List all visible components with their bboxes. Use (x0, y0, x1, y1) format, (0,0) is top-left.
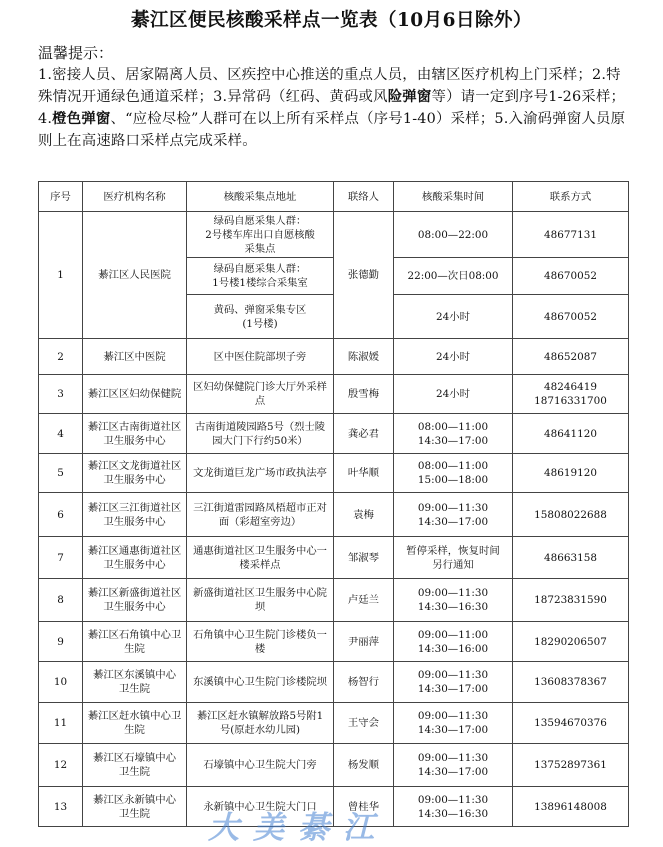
row-time: 24小时 (394, 339, 513, 375)
table-row (39, 622, 629, 662)
row-phone: 48641120 (513, 414, 629, 454)
row-phone: 13896148008 (513, 787, 629, 827)
row-address: 新盛街道社区卫生服务中心院 坝 (187, 579, 334, 622)
row-hospital-name: 綦江区人民医院 (83, 212, 187, 339)
row-address: 綦江区赶水镇解放路5号附1 号(原赶水幼儿园) (187, 703, 334, 744)
row-no: 13 (39, 787, 83, 827)
tips-body (38, 64, 630, 152)
row-address: 通惠街道社区卫生服务中心一 楼采样点 (187, 537, 334, 579)
row-hospital-name: 綦江区赶水镇中心卫 生院 (83, 703, 187, 744)
row-no: 1 (39, 212, 83, 339)
row-time: 09:00—11:30 14:30—17:00 (394, 662, 513, 703)
row-time: 09:00—11:30 14:30—16:30 (394, 787, 513, 827)
row-contact: 邹淑琴 (334, 537, 394, 579)
tips-text: 、“应检尽检”人群可在以上所有采样点（序号1-40）采样；5.入渝码弹窗人员原则上在高速路口采样点完成采样。 (38, 111, 626, 149)
row-address: 三江街道雷园路凤梧超市正对 面（彩超室旁边） (187, 493, 334, 537)
row-hospital-name: 綦江区永新镇中心 卫生院 (83, 787, 187, 827)
row-time: 09:00—11:30 14:30—17:00 (394, 493, 513, 537)
table-row (39, 744, 629, 787)
row-address: 永新镇中心卫生院大门口 (187, 787, 334, 827)
tips-highlight: 险弹窗 (387, 88, 432, 105)
row-phone: 13594670376 (513, 703, 629, 744)
row-address: 石壕镇中心卫生院大门旁 (187, 744, 334, 787)
row-phone: 48670052 (513, 258, 629, 295)
row-time: 暂停采样，恢复时间 另行通知 (394, 537, 513, 579)
row-address: 绿码自愿采集人群： 2号楼车库出口自愿核酸 采集点 (187, 212, 334, 258)
row-address: 黄码、弹窗采集专区 (1号楼) (187, 295, 334, 339)
row-no: 3 (39, 375, 83, 414)
table-row (39, 375, 629, 414)
row-no: 8 (39, 579, 83, 622)
row-phone: 48663158 (513, 537, 629, 579)
table-row (39, 537, 629, 579)
row-no: 2 (39, 339, 83, 375)
row-no: 12 (39, 744, 83, 787)
header-contact: 联络人 (334, 182, 394, 212)
row-address: 区妇幼保健院门诊大厅外采样 点 (187, 375, 334, 414)
row-hospital-name: 綦江区通惠街道社区 卫生服务中心 (83, 537, 187, 579)
row-time: 08:00—11:00 14:30—17:00 (394, 414, 513, 454)
row-hospital-name: 綦江区文龙街道社区 卫生服务中心 (83, 454, 187, 493)
row-contact: 卢廷兰 (334, 579, 394, 622)
row-no: 10 (39, 662, 83, 703)
row-contact: 陈淑媛 (334, 339, 394, 375)
row-contact: 王守会 (334, 703, 394, 744)
row-time: 24小时 (394, 295, 513, 339)
row-hospital-name: 綦江区东溪镇中心 卫生院 (83, 662, 187, 703)
row-contact: 殷雪梅 (334, 375, 394, 414)
row-time: 08:00—22:00 (394, 212, 513, 258)
row-time: 09:00—11:30 14:30—17:00 (394, 744, 513, 787)
table-row (39, 454, 629, 493)
row-contact: 尹丽萍 (334, 622, 394, 662)
row-time: 22:00—次日08:00 (394, 258, 513, 295)
row-contact: 叶华顺 (334, 454, 394, 493)
row-hospital-name: 綦江区三江街道社区 卫生服务中心 (83, 493, 187, 537)
table-row (39, 703, 629, 744)
row-no: 9 (39, 622, 83, 662)
page-title: 綦江区便民核酸采样点一览表（10月6日除外） (130, 10, 533, 31)
watermark-logo: 大美綦江 (208, 810, 388, 846)
sampling-table (38, 181, 629, 827)
table-row (39, 662, 629, 703)
row-hospital-name: 綦江区区妇幼保健院 (83, 375, 187, 414)
tips-heading: 温馨提示： (38, 44, 114, 62)
row-hospital-name: 綦江区新盛街道社区 卫生服务中心 (83, 579, 187, 622)
header-addr: 核酸采集点地址 (187, 182, 334, 212)
row-time: 09:00—11:00 14:30—16:00 (394, 622, 513, 662)
table-row (39, 414, 629, 454)
row-address: 绿码自愿采集人群： 1号楼1楼综合采集室 (187, 258, 334, 295)
row-phone: 15808022688 (513, 493, 629, 537)
row-contact: 杨智行 (334, 662, 394, 703)
row-phone: 18723831590 (513, 579, 629, 622)
row-phone: 48670052 (513, 295, 629, 339)
table-row (39, 493, 629, 537)
row-phone: 48677131 (513, 212, 629, 258)
tips-text: 1.密接人员、居家隔离人员、区疾控中心推送的重点人员，由辖区医疗机构上门采样；2.特殊情况开通绿色通道采样；3.异常码（红码、黄码或风 (38, 67, 621, 105)
header-no: 序号 (39, 182, 83, 212)
row-phone: 18290206507 (513, 622, 629, 662)
row-no: 5 (39, 454, 83, 493)
row-contact: 袁梅 (334, 493, 394, 537)
row-no: 7 (39, 537, 83, 579)
row-contact: 张德勤 (334, 212, 394, 339)
row-address: 文龙街道巨龙广场市政执法亭 (187, 454, 334, 493)
table-row (39, 212, 629, 258)
row-phone: 13608378367 (513, 662, 629, 703)
row-phone: 48619120 (513, 454, 629, 493)
row-no: 4 (39, 414, 83, 454)
row-hospital-name: 綦江区石角镇中心卫 生院 (83, 622, 187, 662)
header-phone: 联系方式 (513, 182, 629, 212)
tips-highlight: 橙色弹窗 (52, 110, 111, 127)
row-contact: 杨发顺 (334, 744, 394, 787)
row-hospital-name: 綦江区石壕镇中心 卫生院 (83, 744, 187, 787)
row-address: 区中医住院部坝子旁 (187, 339, 334, 375)
table-row (39, 339, 629, 375)
row-phone: 48652087 (513, 339, 629, 375)
row-no: 11 (39, 703, 83, 744)
row-address: 石角镇中心卫生院门诊楼负一 楼 (187, 622, 334, 662)
row-hospital-name: 綦江区古南街道社区 卫生服务中心 (83, 414, 187, 454)
row-no: 6 (39, 493, 83, 537)
row-address: 东溪镇中心卫生院门诊楼院坝 (187, 662, 334, 703)
table-row (39, 579, 629, 622)
row-time: 24小时 (394, 375, 513, 414)
row-contact: 曾桂华 (334, 787, 394, 827)
row-time: 08:00—11:00 15:00—18:00 (394, 454, 513, 493)
row-time: 09:00—11:30 14:30—16:30 (394, 579, 513, 622)
row-contact: 龚必君 (334, 414, 394, 454)
row-hospital-name: 綦江区中医院 (83, 339, 187, 375)
row-phone: 13752897361 (513, 744, 629, 787)
header-time: 核酸采集时间 (394, 182, 513, 212)
row-address: 古南街道陵园路5号（烈士陵 园大门下行约50米） (187, 414, 334, 454)
row-phone: 48246419 18716331700 (513, 375, 629, 414)
tips-text: 等）请一定到序号1-26采样；4. (38, 89, 626, 127)
row-time: 09:00—11:30 14:30—17:00 (394, 703, 513, 744)
table-header-row (39, 182, 629, 212)
header-name: 医疗机构名称 (83, 182, 187, 212)
